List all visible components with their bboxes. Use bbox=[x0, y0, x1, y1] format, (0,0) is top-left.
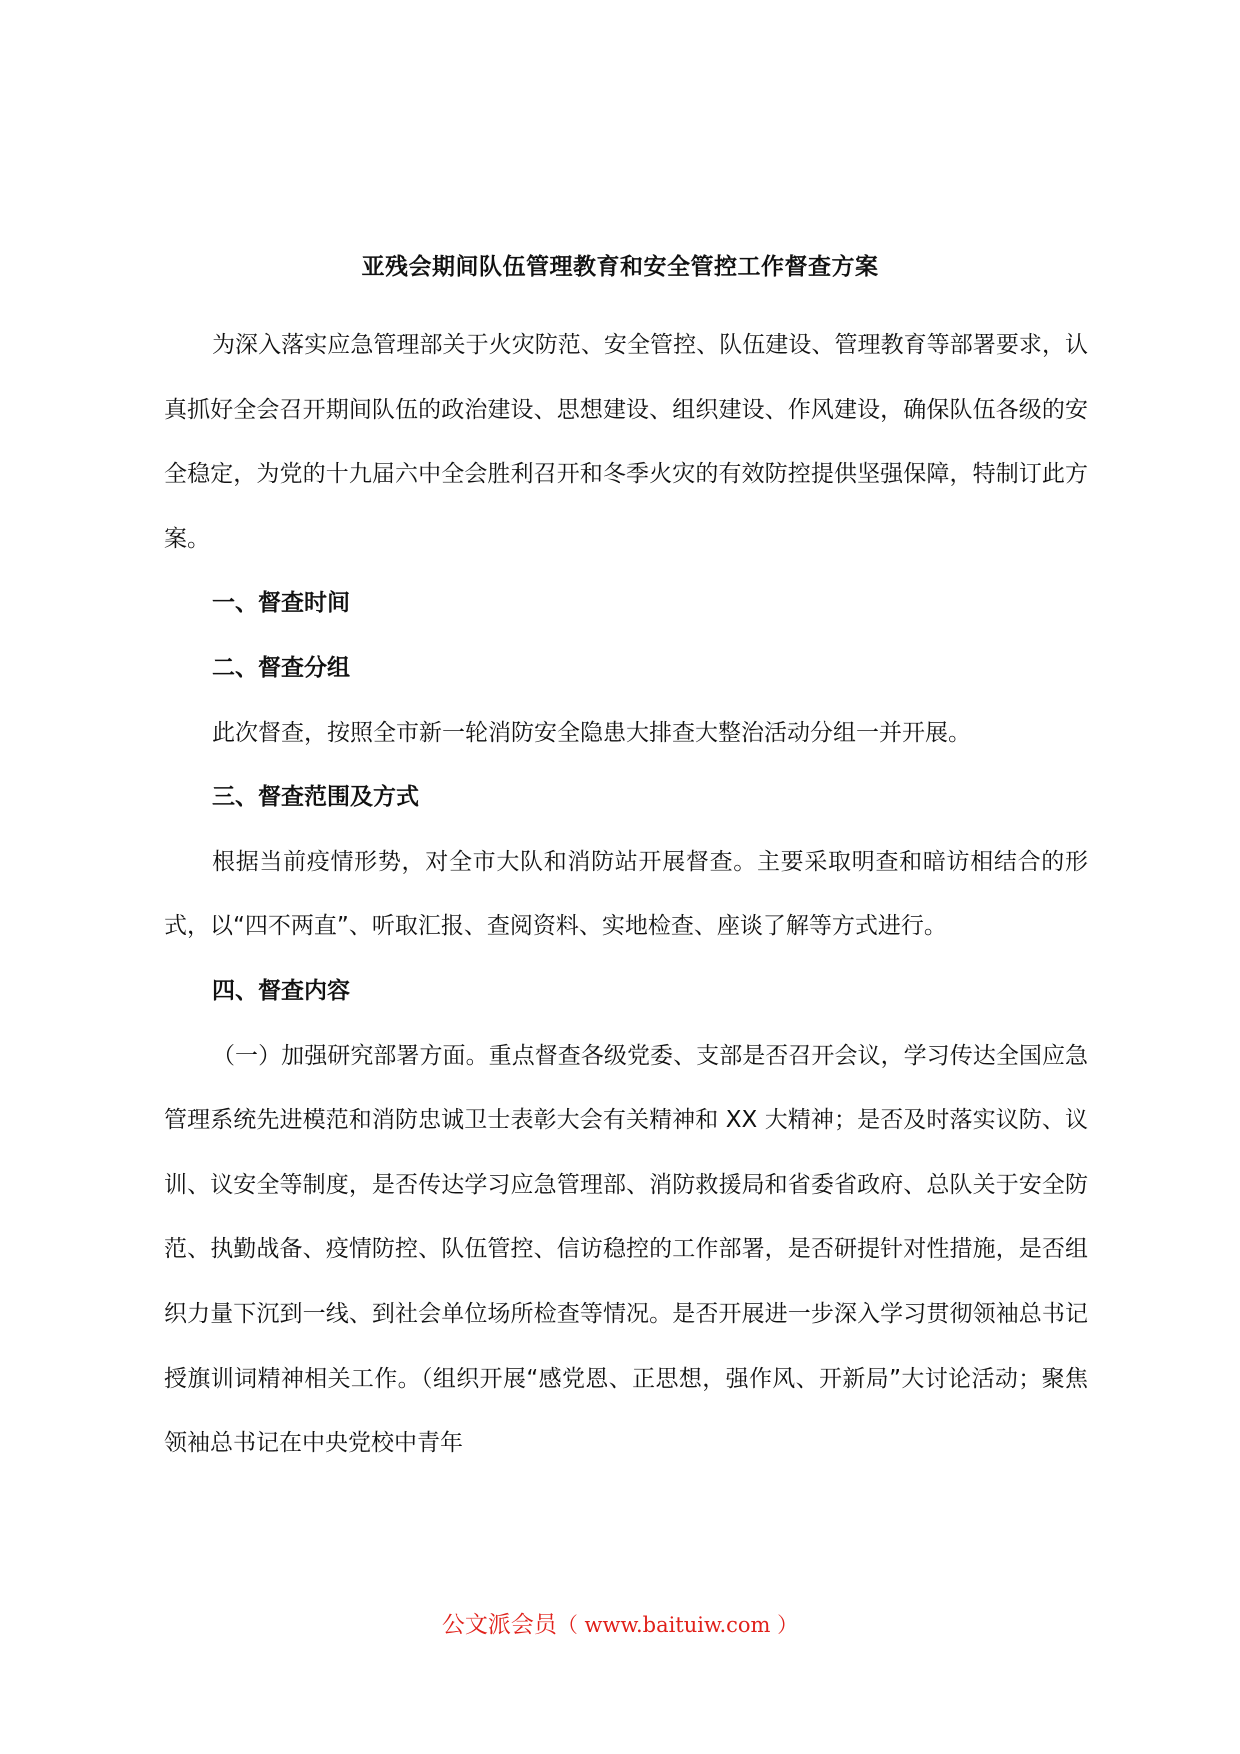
footer-brand: 公文派会员 bbox=[441, 1612, 557, 1638]
section-heading-content: 四、督查内容 bbox=[212, 977, 350, 1004]
section-heading-time: 一、督查时间 bbox=[212, 590, 350, 617]
section-heading-scope: 三、督查范围及方式 bbox=[212, 784, 419, 811]
section-text-content: （一）加强研究部署方面。重点督查各级党委、支部是否召开会议，学习传达全国应急管理系统先进模范和消防忠诚卫士表彰大会有关精神和 XX 大精神；是否及时落实议防、议训、议安全等制度，是否传达学习应急管理部、消防救援局和省委省政府、总队关于安全防范、执勤战备、疫情防控、队伍管控、信访稳控的工作部署，是否研提针对性措施，是否组织力量下沉到一线、到社会单位场所检查等情况。是否开展进一步深入学习贯彻领袖总书记授旗训词精神相关工作。（组织开展“感党恩、正思想，强作风、开新局”大讨论活动；聚焦领袖总书记在中央党校中青年 bbox=[164, 1042, 1088, 1457]
section-heading-groups: 二、督查分组 bbox=[212, 654, 350, 681]
footer-watermark bbox=[0, 1608, 1240, 1642]
intro-paragraph: 为深入落实应急管理部关于火灾防范、安全管控、队伍建设、管理教育等部署要求，认真抓好全会召开期间队伍的政治建设、思想建设、组织建设、作风建设，确保队伍各级的安全稳定，为党的十九届六中全会胜利召开和冬季火灾的有效防控提供坚强保障，特制订此方案。 bbox=[164, 332, 1088, 552]
footer-url[interactable]: （ www.baituiw.com ） bbox=[556, 1613, 799, 1637]
document-title: 亚残会期间队伍管理教育和安全管控工作督查方案 bbox=[361, 254, 879, 280]
section-text-groups: 此次督查，按照全市新一轮消防安全隐患大排查大整治活动分组一并开展。 bbox=[212, 719, 971, 746]
document-body bbox=[164, 313, 1088, 1476]
section-text-scope: 根据当前疫情形势，对全市大队和消防站开展督查。主要采取明查和暗访相结合的形式，以“四不两直”、听取汇报、查阅资料、实地检查、座谈了解等方式进行。 bbox=[164, 848, 1088, 940]
